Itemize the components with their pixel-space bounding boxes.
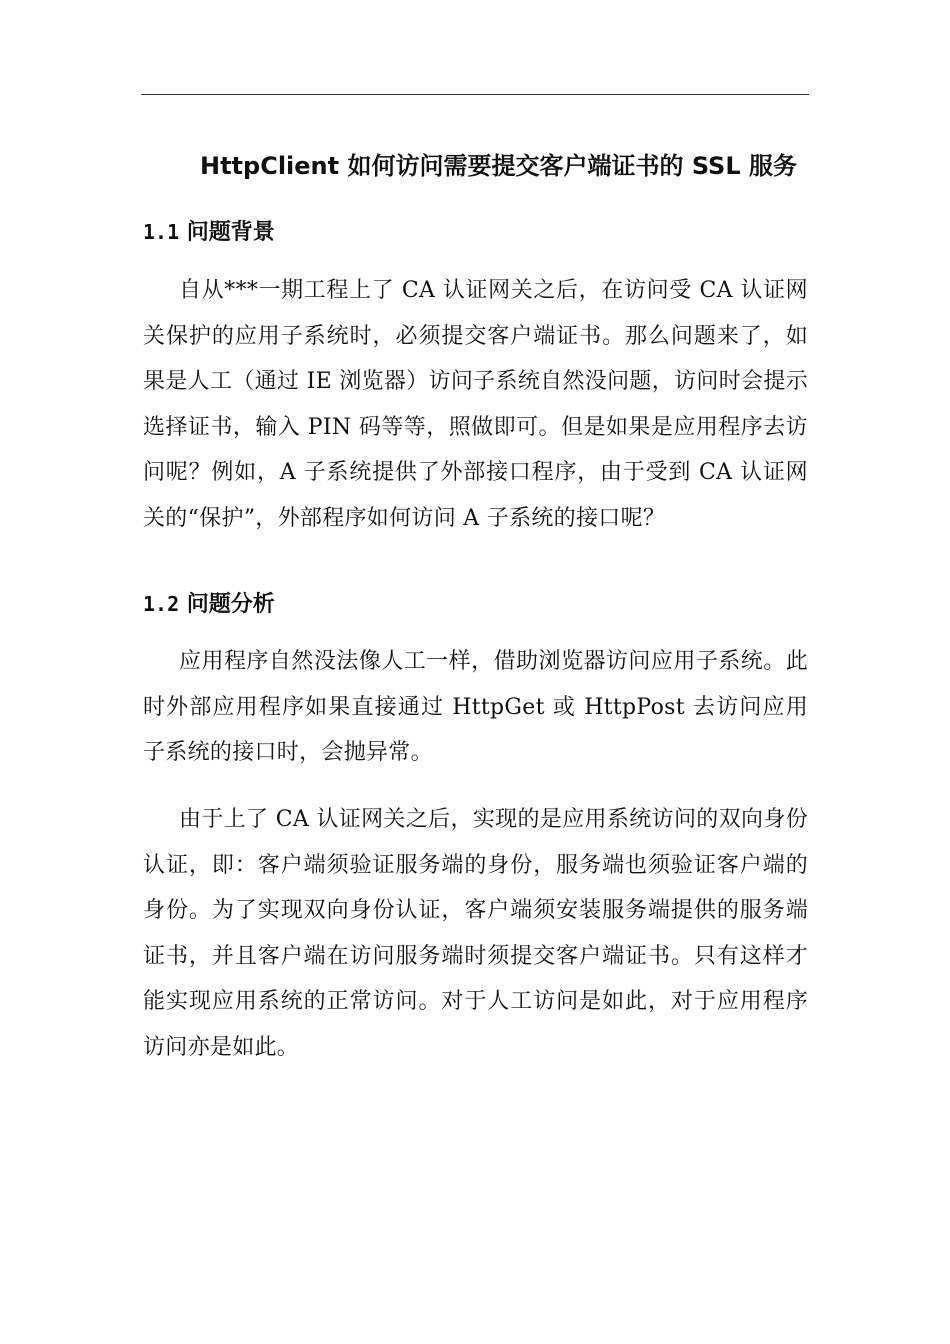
- section-heading-background: [143, 216, 275, 249]
- header-rule: [141, 94, 809, 95]
- section-number: 1.1: [143, 220, 180, 244]
- paragraph: 应用程序自然没法像人工一样，借助浏览器访问应用子系统。此时外部应用程序如果直接通过 HttpGet 或 HttpPost 去访问应用子系统的接口时，会抛异常。: [143, 649, 808, 766]
- section-title: 问题分析: [186, 592, 275, 617]
- section-heading-analysis: [143, 588, 275, 621]
- paragraph: 自从***一期工程上了 CA 认证网关之后，在访问受 CA 认证网关保护的应用子系统时，必须提交客户端证书。那么问题来了，如果是人工（通过 IE 浏览器）访问子系统自然没问题，访问时会提示选择证书，输入 PIN 码等等，照做即可。但是如果是应用程序去访问呢？例如，A 子系统提供了外部接口程序，由于受到 CA 认证网关的“保护”，外部程序如何访问 A 子系统的接口呢？: [143, 278, 808, 531]
- section-title: 问题背景: [186, 220, 275, 245]
- section-number: 1.2: [143, 592, 180, 616]
- document-title: HttpClient 如何访问需要提交客户端证书的 SSL 服务: [200, 152, 797, 180]
- paragraph: 由于上了 CA 认证网关之后，实现的是应用系统访问的双向身份认证，即：客户端须验证服务端的身份，服务端也须验证客户端的身份。为了实现双向身份认证，客户端须安装服务端提供的服务端证书，并且客户端在访问服务端时须提交客户端证书。只有这样才能实现应用系统的正常访问。对于人工访问是如此，对于应用程序访问亦是如此。: [143, 807, 808, 1060]
